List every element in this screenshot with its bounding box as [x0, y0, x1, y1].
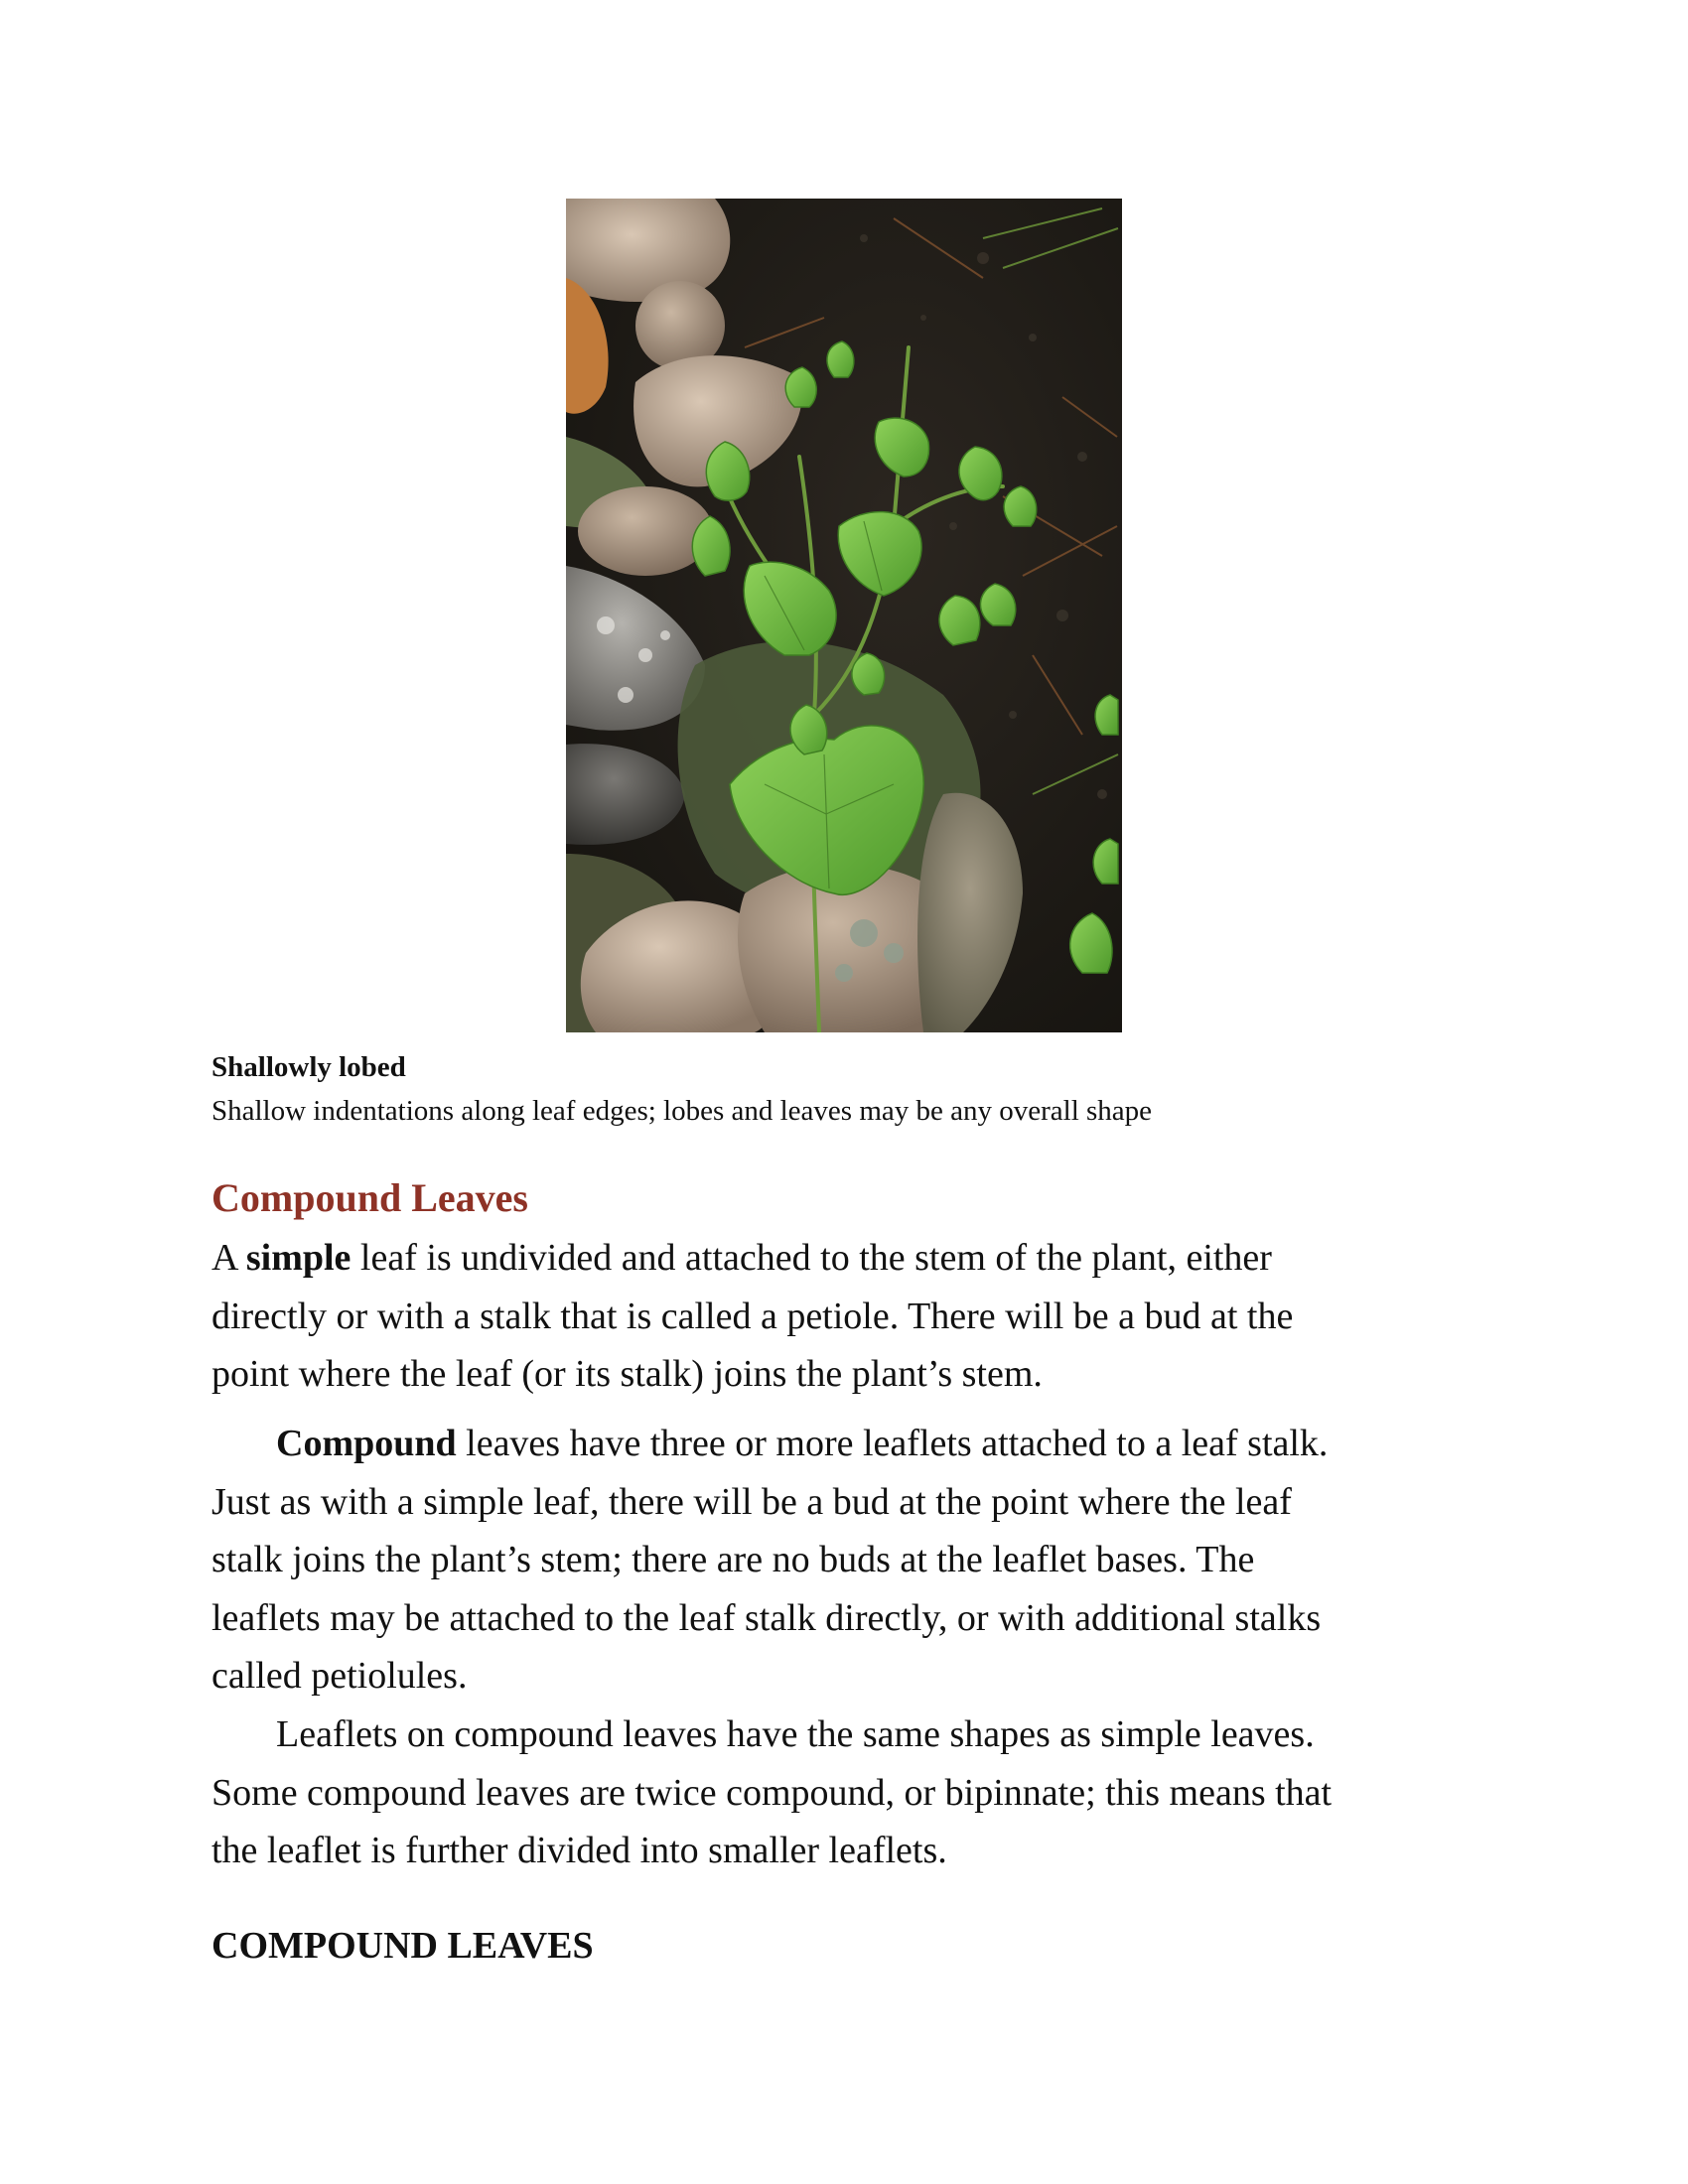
figure-caption-title: Shallowly lobed	[211, 1051, 406, 1083]
paragraph-line: called petiolules.	[211, 1655, 468, 1697]
paragraph-line	[211, 1229, 1502, 1288]
subheading-compound-leaves: COMPOUND LEAVES	[211, 1925, 594, 1967]
paragraph-line: leaflets may be attached to the leaf stalk directly, or with additional stalks	[211, 1596, 1322, 1639]
bold-term-simple: simple	[245, 1237, 352, 1279]
figure-caption-text: Shallow indentations along leaf edges; lobes and leaves may be any overall shape	[211, 1095, 1153, 1127]
paragraph-line: Leaflets on compound leaves have the same shapes as simple leaves.	[276, 1713, 1315, 1755]
section-heading: Compound Leaves	[211, 1175, 528, 1220]
paragraph-line: point where the leaf (or its stalk) joins the plant’s stem.	[211, 1353, 1043, 1395]
paragraph-compound-leaf	[211, 1415, 1502, 1706]
paragraph-line: the leaflet is further divided into smaller leaflets.	[211, 1830, 947, 1871]
paragraph-line	[211, 1415, 1502, 1473]
text-run: A	[211, 1237, 246, 1279]
paragraph-line: Some compound leaves are twice compound, or bipinnate; this means that	[211, 1771, 1333, 1814]
text-run: leaf is undivided and attached to the stem of the plant, either	[351, 1237, 1272, 1279]
text-run: leaves have three or more leaflets attached to a leaf stalk.	[456, 1423, 1329, 1464]
paragraph-simple-leaf	[211, 1229, 1502, 1404]
bold-term-compound: Compound	[276, 1423, 457, 1464]
paragraph-line: directly or with a stalk that is called a petiole. There will be a bud at the	[211, 1295, 1294, 1337]
paragraph-line: stalk joins the plant’s stem; there are no buds at the leaflet bases. The	[211, 1539, 1255, 1580]
paragraph-leaflets	[211, 1706, 1502, 1880]
plant-photo	[566, 199, 1122, 1032]
paragraph-line: Just as with a simple leaf, there will be a bud at the point where the leaf	[211, 1480, 1292, 1523]
